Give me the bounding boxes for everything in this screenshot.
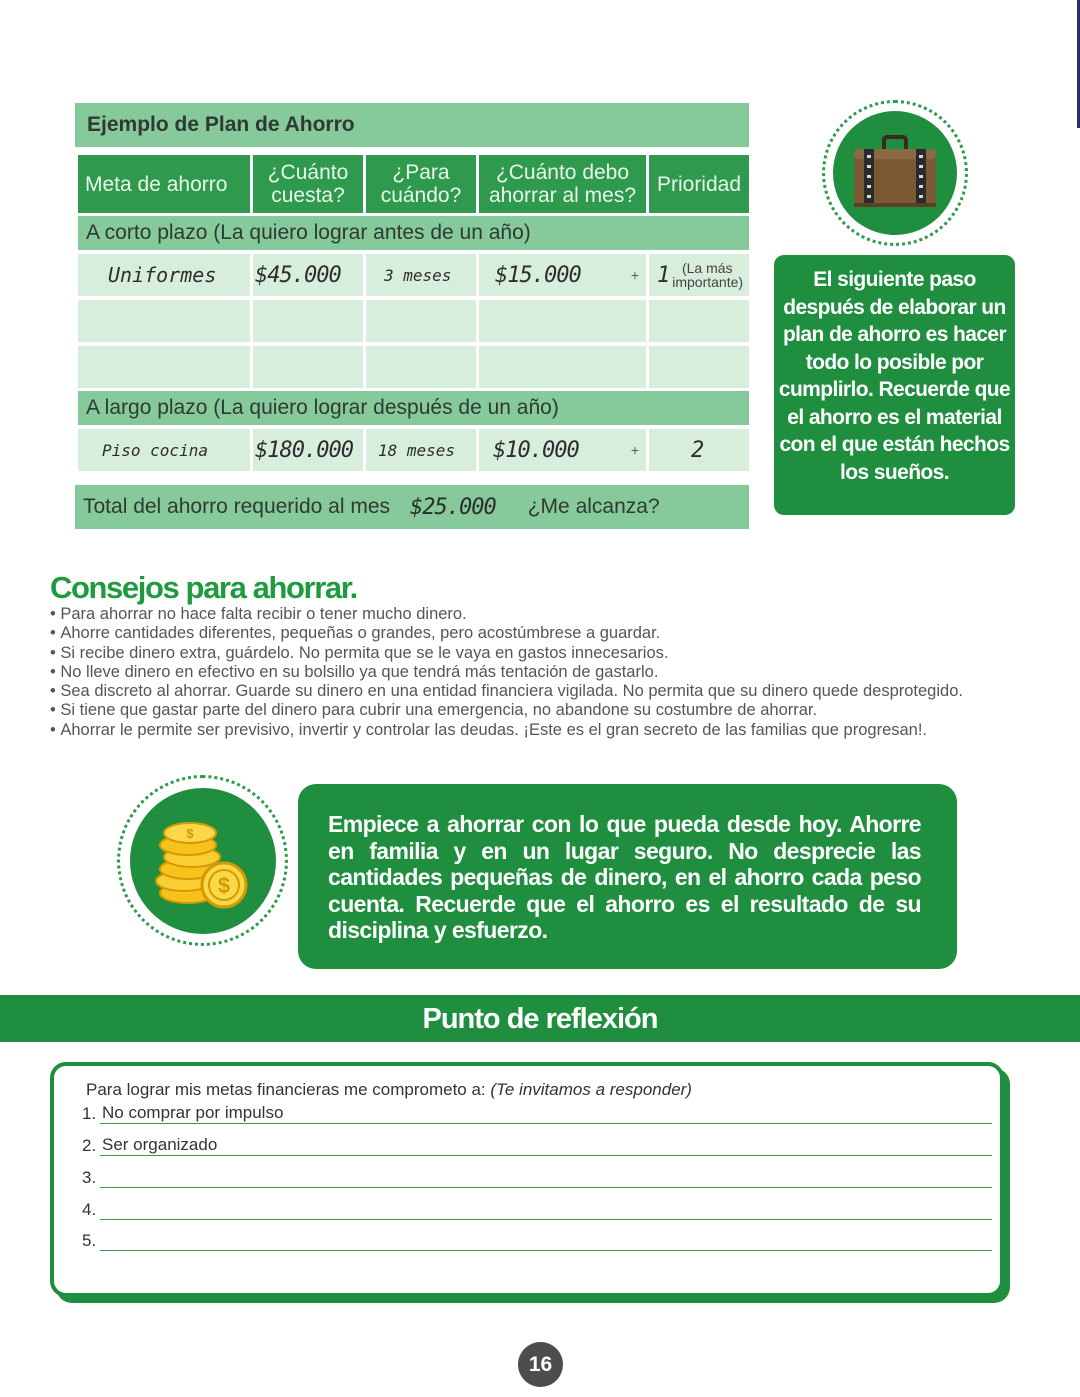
coins-icon — [148, 811, 258, 911]
commitment-line-3[interactable] — [82, 1164, 992, 1188]
table-cell-cost: $45.000 — [253, 254, 363, 296]
line-number: 5. — [82, 1231, 97, 1250]
reflection-intro-note: (Te invitamos a responder) — [490, 1080, 692, 1099]
commitment-line-5[interactable] — [82, 1227, 992, 1251]
commitment-field[interactable]: Ser organizado — [100, 1134, 992, 1156]
table-cell-when — [366, 346, 476, 388]
svg-text:$: $ — [185, 825, 194, 841]
commitment-field[interactable] — [100, 1166, 992, 1188]
line-number: 1. — [82, 1104, 97, 1123]
advice-card: Empiece a ahorrar con lo que pueda desde hoy. Ahorre en familia y en un lugar seguro. No desprecie las cantidades pequeñas de dinero, en el ahorro cada peso cuenta. Recuerde que el ahorro es el resultado de su disciplina y esfuerzo. — [298, 784, 957, 969]
list-item: • Si tiene que gastar parte del dinero para cubrir una emergencia, no abandone su costumbre de ahorrar. — [50, 701, 1060, 720]
table-cell-goal — [78, 254, 250, 296]
table-cell-monthly — [479, 300, 646, 342]
table-cell-priority — [649, 429, 749, 471]
line-number: 3. — [82, 1168, 97, 1187]
when-value: 18 meses — [378, 440, 456, 460]
reflection-intro — [86, 1080, 692, 1100]
table-cell-when — [366, 300, 476, 342]
header-cost: ¿Cuánto cuesta? — [253, 155, 363, 213]
header-monthly: ¿Cuánto debo ahorrar al mes? — [479, 155, 646, 213]
tips-list — [50, 605, 1060, 740]
table-cell-priority — [649, 346, 749, 388]
coins-badge — [117, 775, 288, 946]
commitment-line-4[interactable] — [82, 1196, 992, 1220]
short-term-label: A corto plazo (La quiero lograr antes de un año) — [78, 216, 749, 250]
suitcase-badge — [822, 100, 968, 246]
commitment-field[interactable]: No comprar por impulso — [100, 1102, 992, 1124]
table-cell-cost: $180.000 — [253, 429, 363, 471]
list-item: • Si recibe dinero extra, guárdelo. No permita que se le vaya en gastos innecesarios. — [50, 644, 1060, 663]
priority-value: 1 — [657, 262, 671, 288]
priority-value: 2 — [691, 437, 705, 463]
line-number: 4. — [82, 1200, 97, 1219]
table-cell-goal — [78, 300, 250, 342]
header-priority: Prioridad — [649, 155, 749, 213]
list-item: • Ahorre cantidades diferentes, pequeñas o grandes, pero acostúmbrese a guardar. — [50, 624, 1060, 643]
commitment-line-2[interactable] — [82, 1132, 992, 1156]
plus-mark: + — [630, 267, 638, 283]
plus-mark: + — [630, 442, 638, 458]
goal-value: Piso cocina — [102, 440, 208, 460]
table-cell-monthly — [479, 254, 646, 296]
table-cell-cost — [253, 300, 363, 342]
table-cell-monthly — [479, 346, 646, 388]
total-label: Total del ahorro requerido al mes — [83, 495, 391, 518]
table-cell-cost — [253, 346, 363, 388]
table-cell-goal — [78, 429, 250, 471]
page-number: 16 — [518, 1342, 563, 1387]
plan-title: Ejemplo de Plan de Ahorro — [75, 103, 749, 147]
total-question: ¿Me alcanza? — [527, 495, 660, 518]
tips-title: Consejos para ahorrar. — [50, 570, 357, 605]
monthly-value: $15.000 — [495, 262, 581, 288]
table-cell-when — [366, 429, 476, 471]
table-cell-when — [366, 254, 476, 296]
total-amount: $25.000 — [410, 494, 496, 520]
monthly-value: $10.000 — [493, 437, 579, 463]
when-value: 3 meses — [384, 265, 452, 285]
table-cell-goal — [78, 346, 250, 388]
suitcase-icon — [850, 135, 940, 211]
savings-plan-table — [75, 103, 749, 529]
list-item: • Sea discreto al ahorrar. Guarde su dinero en una entidad financiera vigilada. No permita que su dinero quede desprotegido. — [50, 682, 1060, 701]
priority-note: (La más importante) — [672, 260, 744, 290]
coins-circle — [130, 788, 276, 934]
reflection-title: Punto de reflexión — [0, 995, 1080, 1042]
commitment-field[interactable] — [100, 1229, 992, 1251]
table-cell-priority — [649, 300, 749, 342]
commitment-line-1[interactable] — [82, 1100, 992, 1124]
total-row — [75, 485, 749, 529]
reflection-box — [50, 1062, 1004, 1297]
reflection-intro-text: Para lograr mis metas financieras me comprometo a: — [86, 1080, 486, 1099]
next-step-card: El siguiente paso después de elaborar un plan de ahorro es hacer todo lo posible por cumplirlo. Recuerde que el ahorro es el material con el que están hechos los sueños. — [774, 255, 1015, 515]
goal-value: Uniformes — [108, 263, 217, 287]
line-number: 2. — [82, 1136, 97, 1155]
commitment-field[interactable] — [100, 1198, 992, 1220]
long-term-label: A largo plazo (La quiero lograr después de un año) — [78, 391, 749, 425]
table-cell-monthly — [479, 429, 646, 471]
header-when: ¿Para cuándo? — [366, 155, 476, 213]
plan-grid — [75, 155, 749, 471]
list-item: • Ahorrar le permite ser previsivo, invertir y controlar las deudas. ¡Este es el gran secreto de las familias que progresan!. — [50, 721, 1060, 740]
list-item: • No lleve dinero en efectivo en su bolsillo ya que tendrá más tentación de gastarlo. — [50, 663, 1060, 682]
suitcase-circle — [833, 111, 957, 235]
header-goal: Meta de ahorro — [78, 155, 250, 213]
svg-text:$: $ — [217, 872, 230, 898]
table-cell-priority — [649, 254, 749, 296]
list-item: • Para ahorrar no hace falta recibir o tener mucho dinero. — [50, 605, 1060, 624]
